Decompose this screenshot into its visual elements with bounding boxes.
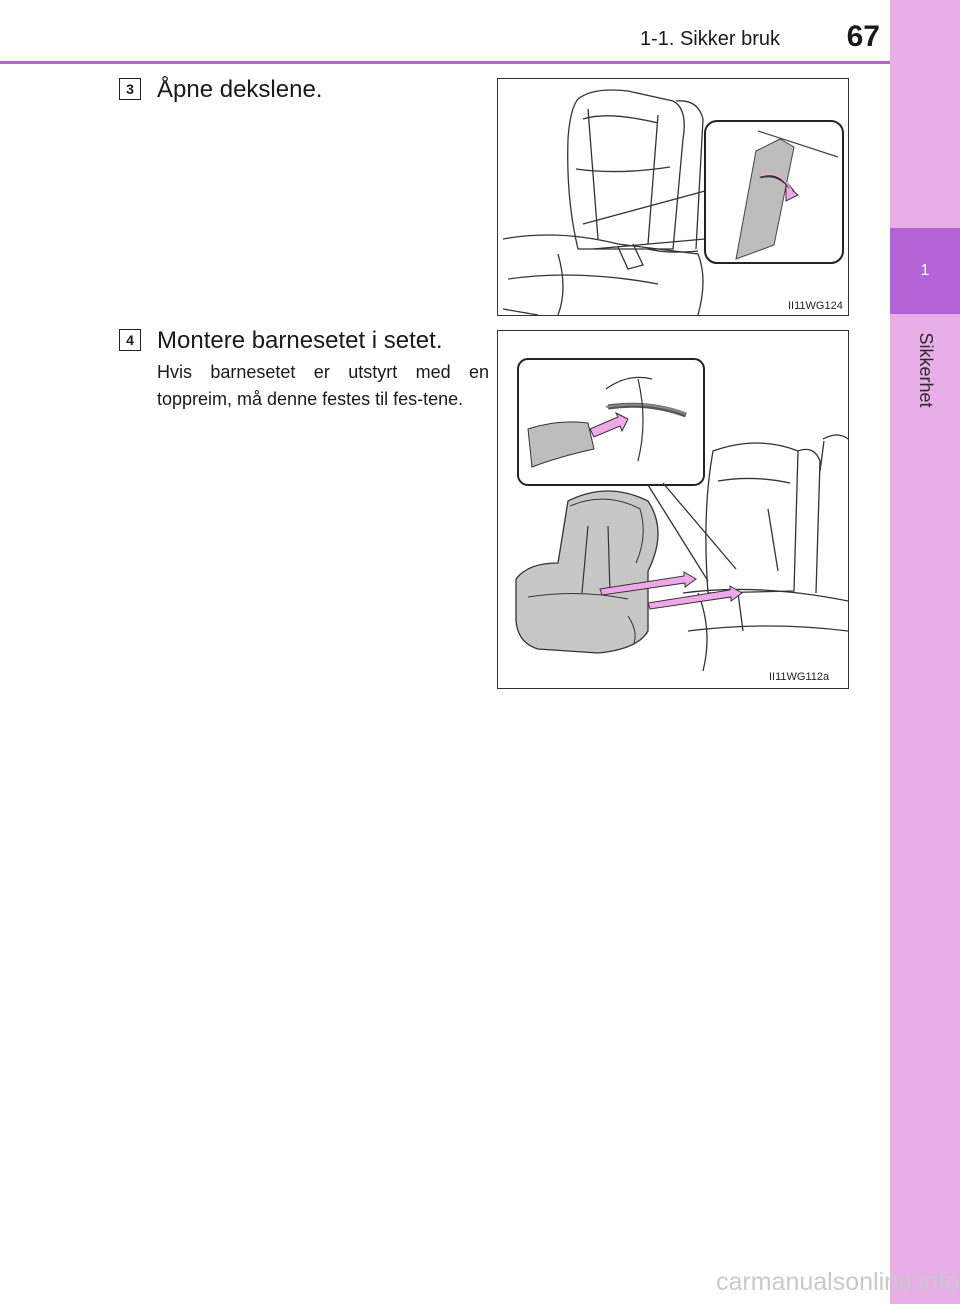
page-number: 67 <box>846 20 880 53</box>
child-seat-illustration <box>498 331 848 688</box>
figure-code: II11WG124 <box>788 300 843 312</box>
step-number-badge: 4 <box>119 329 141 351</box>
seat-cover-illustration <box>498 79 848 315</box>
figure-install-child-seat <box>497 330 849 689</box>
figure-code: II11WG112a <box>769 671 830 683</box>
side-tab <box>890 0 960 1304</box>
header-rule <box>0 61 890 64</box>
chapter-number: 1 <box>920 262 930 279</box>
chapter-number-tab[interactable] <box>890 228 960 314</box>
step-title: Montere barnesetet i setet. <box>157 327 443 354</box>
step-title: Åpne dekslene. <box>157 76 323 103</box>
section-title: 1-1. Sikker bruk <box>639 28 780 50</box>
step-description: Hvis barnesetet er utstyrt med en toppreim, må denne festes til fes-tene. <box>157 362 489 409</box>
watermark: carmanualsonline.info <box>716 1268 960 1296</box>
step-number-badge: 3 <box>119 78 141 100</box>
figure-open-covers <box>497 78 849 316</box>
chapter-title: Sikkerhet <box>916 332 936 408</box>
